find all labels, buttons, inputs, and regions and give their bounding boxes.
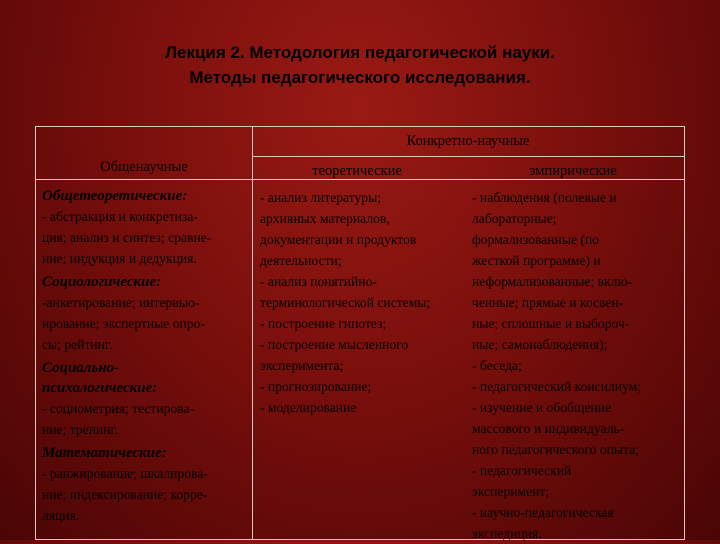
empirical-method-line: ные; самонаблюдения); [472, 337, 608, 352]
general-method-line: ние; индукция и дедукция. [42, 251, 197, 266]
header-general: Общенаучные [100, 159, 188, 175]
empirical-method-line: жесткой программе) и [472, 253, 601, 268]
empirical-method-line: формализованные (по [472, 232, 599, 247]
general-method-line: ние; индексирование; корре- [42, 487, 208, 502]
empirical-method-line: ного педагогического опыта; [472, 442, 639, 457]
theoretical-method-line: - анализ литературы; [260, 190, 381, 205]
divider-general [252, 127, 253, 540]
general-method-line: ирование; экспертные опро- [42, 316, 205, 331]
header-theoretical: теоретические [312, 163, 402, 179]
empirical-method-line: - научно-педагогическая [472, 505, 614, 520]
theoretical-method-line: эксперимента; [260, 358, 344, 373]
empirical-method-line: - педагогический [472, 463, 572, 478]
column-general [42, 183, 248, 526]
theoretical-method-line: - прогнозирование; [260, 379, 372, 394]
general-method-line: -анкетирование; интервью- [42, 295, 200, 310]
theoretical-method-line: - построение мысленного [260, 337, 409, 352]
methods-table [35, 126, 685, 540]
divider-general-header [36, 179, 252, 180]
general-method-line: - ранжирование; шкалирова- [42, 466, 208, 481]
general-method-line: - абстракция и конкретиза- [42, 209, 198, 224]
general-method-line: ние; тренинг. [42, 422, 118, 437]
empirical-method-line: - наблюдения (полевые и [472, 190, 617, 205]
general-category: Социологические: [42, 274, 162, 290]
empirical-method-line: ные; сплошные и выбороч- [472, 316, 630, 331]
theoretical-method-line: архивных материалов, [260, 211, 390, 226]
theoretical-method-line: - моделирование [260, 400, 357, 415]
theoretical-method-line: - анализ понятийно- [260, 274, 377, 289]
empirical-method-line: массового и индивидуаль- [472, 421, 625, 436]
divider-header [252, 156, 684, 157]
general-category: Социально- психологические: [42, 360, 158, 396]
column-theoretical [260, 187, 460, 418]
empirical-method-line: - беседа; [472, 358, 522, 373]
empirical-method-line: - изучение и обобщение [472, 400, 612, 415]
general-method-line: сы; рейтинг. [42, 337, 113, 352]
slide-title [0, 40, 720, 90]
title-line-1: Лекция 2. Методология педагогической науки. [165, 43, 555, 62]
general-category: Математические: [42, 445, 167, 461]
general-method-line: - социометрия; тестирова- [42, 401, 195, 416]
theoretical-method-line: деятельности; [260, 253, 342, 268]
empirical-method-line: лабораторные; [472, 211, 557, 226]
general-category: Общетеоретические: [42, 188, 188, 204]
header-concrete: Конкретно-научные [406, 133, 530, 149]
title-line-2: Методы педагогического исследования. [189, 68, 531, 87]
general-method-line: ляция. [42, 508, 80, 523]
theoretical-method-line: терминологической системы; [260, 295, 431, 310]
empirical-method-line: ченные; прямые и косвен- [472, 295, 624, 310]
empirical-method-line: экспедиция. [472, 526, 542, 541]
empirical-method-line: эксперимент; [472, 484, 550, 499]
header-empirical: эмпирические [529, 163, 617, 179]
empirical-method-line: - педагогический консилиум; [472, 379, 642, 394]
general-method-line: ция; анализ и синтез; сравне- [42, 230, 212, 245]
column-empirical [472, 187, 682, 544]
empirical-method-line: неформализованные; вклю- [472, 274, 633, 289]
theoretical-method-line: - построение гипотез; [260, 316, 387, 331]
theoretical-method-line: документации и продуктов [260, 232, 417, 247]
